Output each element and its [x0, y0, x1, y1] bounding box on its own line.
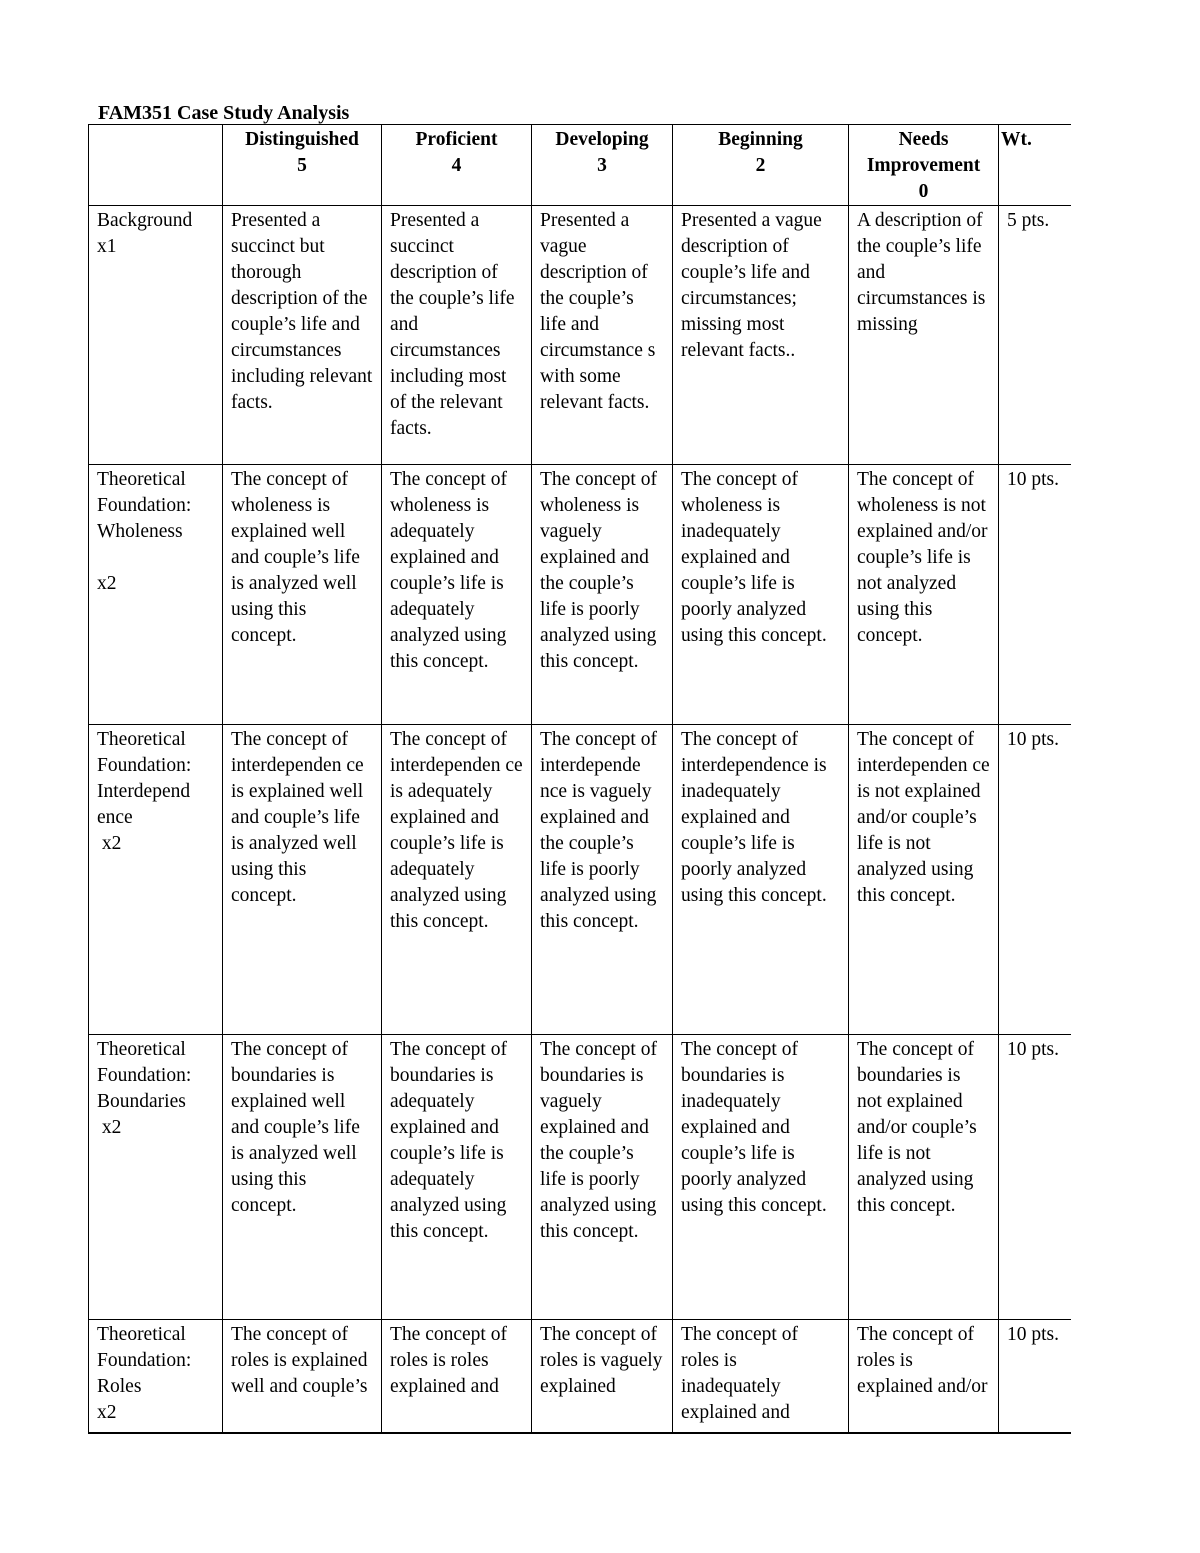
- table-row: [89, 1035, 1072, 1320]
- criterion-cell: [89, 1035, 223, 1320]
- header-level-score: 5: [297, 155, 307, 176]
- needs-improvement-cell: The concept of boundaries is not explained and/or couple’s life is not analyzed using this concept.: [849, 1035, 999, 1320]
- criterion-name: Theoretical Foundation: Wholeness: [97, 469, 192, 542]
- weight-cell: 10 pts.: [999, 725, 1072, 1035]
- beginning-cell: The concept of wholeness is inadequately explained and couple’s life is poorly analyzed using this concept.: [673, 465, 849, 725]
- rubric-table: [88, 124, 1071, 1434]
- header-level-name: Developing: [555, 129, 649, 150]
- header-distinguished: [223, 125, 382, 206]
- header-criterion: [89, 125, 223, 206]
- criterion-cell: [89, 725, 223, 1035]
- criterion-multiplier: x1: [97, 236, 117, 257]
- proficient-cell: The concept of wholeness is adequately explained and couple’s life is adequately analyzed using this concept.: [382, 465, 532, 725]
- header-level-score: 0: [918, 181, 929, 202]
- weight-cell: 5 pts.: [999, 206, 1072, 465]
- beginning-cell: Presented a vague description of couple’s life and circumstances; missing most relevant facts..: [673, 206, 849, 465]
- header-developing: [532, 125, 673, 206]
- criterion-multiplier: x2: [97, 573, 117, 594]
- needs-improvement-cell: The concept of wholeness is not explained and/or couple’s life is not analyzed using this concept.: [849, 465, 999, 725]
- needs-improvement-cell: The concept of interdependen ce is not explained and/or couple’s life is not analyzed using this concept.: [849, 725, 999, 1035]
- table-row: [89, 206, 1072, 465]
- beginning-cell: The concept of roles is inadequately explained and: [673, 1320, 849, 1435]
- criterion-multiplier: x2: [97, 833, 122, 854]
- distinguished-cell: The concept of interdependen ce is explained well and couple’s life is analyzed well using this concept.: [223, 725, 382, 1035]
- needs-improvement-cell: The concept of roles is explained and/or: [849, 1320, 999, 1435]
- header-level-name: Proficient: [415, 129, 498, 150]
- proficient-cell: The concept of boundaries is adequately explained and couple’s life is adequately analyzed using this concept.: [382, 1035, 532, 1320]
- header-proficient: [382, 125, 532, 206]
- header-level-score: 2: [755, 155, 766, 176]
- header-weight-label: Wt.: [1001, 129, 1032, 150]
- proficient-cell: The concept of interdependen ce is adequately explained and couple’s life is adequately analyzed using this concept.: [382, 725, 532, 1035]
- developing-cell: Presented a vague description of the couple’s life and circumstance s with some relevant facts.: [532, 206, 673, 465]
- needs-improvement-cell: A description of the couple’s life and circumstances is missing: [849, 206, 999, 465]
- criterion-spacer: [97, 545, 214, 571]
- header-level-name-2: Improvement: [866, 155, 981, 176]
- rubric-table-container: [88, 124, 1071, 1434]
- criterion-cell: [89, 1320, 223, 1435]
- criterion-multiplier: x2: [97, 1117, 122, 1138]
- beginning-cell: The concept of interdependence is inadequately explained and couple’s life is poorly analyzed using this concept.: [673, 725, 849, 1035]
- criterion-name: Theoretical Foundation: Roles: [97, 1324, 192, 1397]
- criterion-name: Theoretical Foundation: Boundaries: [97, 1039, 192, 1112]
- header-beginning: [673, 125, 849, 206]
- header-weight: [999, 125, 1072, 206]
- beginning-cell: The concept of boundaries is inadequately explained and couple’s life is poorly analyzed using this concept.: [673, 1035, 849, 1320]
- document-title: FAM351 Case Study Analysis: [98, 102, 350, 124]
- distinguished-cell: The concept of boundaries is explained well and couple’s life is analyzed well using this concept.: [223, 1035, 382, 1320]
- header-needs-improvement: [849, 125, 999, 206]
- header-row: [89, 125, 1072, 206]
- developing-cell: The concept of interdepende nce is vaguely explained and the couple’s life is poorly analyzed using this concept.: [532, 725, 673, 1035]
- weight-cell: 10 pts.: [999, 1035, 1072, 1320]
- distinguished-cell: The concept of wholeness is explained well and couple’s life is analyzed well using this concept.: [223, 465, 382, 725]
- header-level-name: Distinguished: [245, 129, 359, 150]
- table-row: [89, 465, 1072, 725]
- table-row: [89, 725, 1072, 1035]
- distinguished-cell: Presented a succinct but thorough description of the couple’s life and circumstances including relevant facts.: [223, 206, 382, 465]
- proficient-cell: Presented a succinct description of the couple’s life and circumstances including most of the relevant facts.: [382, 206, 532, 465]
- developing-cell: The concept of boundaries is vaguely explained and the couple’s life is poorly analyzed using this concept.: [532, 1035, 673, 1320]
- weight-cell: 10 pts.: [999, 1320, 1072, 1435]
- criterion-multiplier: x2: [97, 1402, 117, 1423]
- developing-cell: The concept of roles is vaguely explained: [532, 1320, 673, 1435]
- criterion-cell: [89, 206, 223, 465]
- header-level-score: 3: [597, 155, 607, 176]
- criterion-cell: [89, 465, 223, 725]
- criterion-name: Theoretical Foundation: Interdepend ence: [97, 729, 192, 828]
- table-row: [89, 1320, 1072, 1435]
- header-level-name: Needs: [898, 129, 949, 150]
- developing-cell: The concept of wholeness is vaguely explained and the couple’s life is poorly analyzed using this concept.: [532, 465, 673, 725]
- criterion-name: Background: [97, 210, 193, 231]
- distinguished-cell: The concept of roles is explained well and couple’s: [223, 1320, 382, 1435]
- weight-cell: 10 pts.: [999, 465, 1072, 725]
- proficient-cell: The concept of roles is roles explained and: [382, 1320, 532, 1435]
- header-level-name: Beginning: [718, 129, 803, 150]
- header-level-score: 4: [451, 155, 462, 176]
